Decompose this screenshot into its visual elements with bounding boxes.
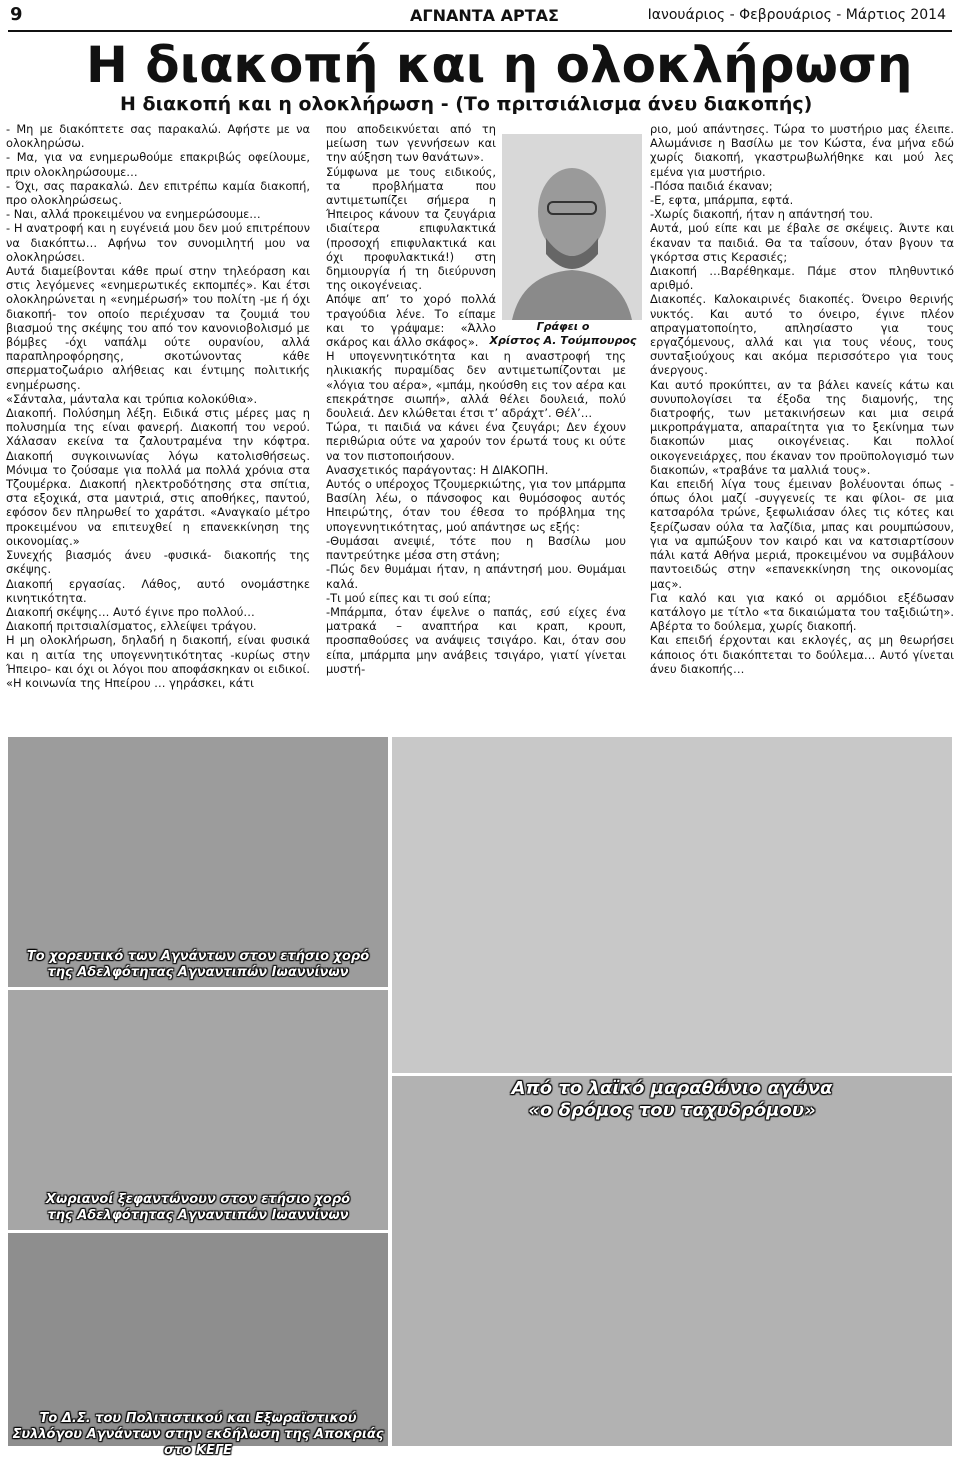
paragraph: Διακοπή. Πολύσημη λέξη. Ειδικά στις μέρες μας η πολυσημία της είναι φανερή. Διακοπή του νερού. Χάλασαν εκείνα τα ζαλουτραμένα την κόφτρα. Διακοπή συγκοινωνίας λόγω κατολισθήσεως. Μόνιμα το ζούσαμε για πολλά μα πολλά χρόνια στα Τζουμέρκα. Διακοπή ηλεκτροδότησης στα σπίτια, στα εξοχικά, στα μαντριά, στις αποθήκες, παντού, εφόσον δεν πληρωθεί το χαράτσι. «Αναγκαίο μέτρο προκειμένου να επιτευχθεί η επανεκκίνηση της οικονομίας.» [6, 406, 310, 548]
paragraph: -Πώς δεν θυμάμαι ήταν, η απάντησή μου. Θυμάμαι καλά. [326, 562, 626, 591]
photo-marathon [392, 1076, 952, 1446]
paragraph: - Η ανατροφή και η ευγένειά μου δεν μού επιτρέπουν να διακόπτω… Αφήνω τον συνομιλητή μου να ολοκληρώσει. [6, 221, 310, 264]
paragraph: -Πόσα παιδιά έκαναν; [650, 178, 773, 193]
caption-line: Το χορευτικό των Αγνάντων στον ετήσιο χορό [26, 949, 370, 964]
paragraph: - Μα, για να ενημερωθούμε επακριβώς οφείλουμε, πριν ολοκληρώσουμε… [6, 150, 310, 179]
photo-caption [392, 1078, 952, 1122]
page-header [0, 0, 960, 30]
page-number: 9 [10, 4, 23, 25]
paragraph: που αποδεικνύεται από τη μείωση των γεννήσεων και την αύξηση των θανάτων». [326, 122, 496, 165]
portrait-illustration [502, 134, 642, 320]
paragraph: Διακοπές. Καλοκαιρινές διακοπές. Όνειρο θερινής νυκτός. Και αυτό το όνειρο, έγινε πλέον απραγματοποίητο, απλησίαστο για τους εργαζόμενους, αλλά και για τους νέους, τους συνταξιούχους και ακόμα περισσότερο για τους άνεργους. [650, 292, 954, 378]
photo-caption [8, 1411, 388, 1459]
paragraph: Αυτός ο υπέροχος Τζουμερκιώτης, για τον μπάρμπα Βασίλη λέω, ο πάνσοφος και θυμόσοφος αυτός Ηπειρώτης, όταν του έθεσα το πρόβλημα της υπογεννητικότητας, μού απάντησε ως εξής: [326, 477, 626, 534]
paragraph: Και επειδή λίγα τους έμειναν βολέυονται όπως - όπως όλοι μαζί -συγγενείς τε και φίλοι- σε μια κατσαρόλα τρώνε, ξεφωλιάσαν όλες τις κότες και ξερίζωσαν ούλα τα λαζίδια, μπας και ρουμπώσουν, για να αμπώξουν τον καιρό και να κατσιαρτίσουν πάλι κατά Αθήνα μεριά, προκειμένου να συμβάλουν παντοειδώς στην «επανεκκίνηση της οικονομίας μας». [650, 477, 954, 591]
author-name: Χρίστος Α. Τούμπουρος [489, 334, 637, 347]
article-subtitle: Η διακοπή και η ολοκλήρωση - (Το πριτσιάλισμα άνευ διακοπής) [120, 93, 813, 115]
caption-line: της Αδελφότητας Αγναντιπών Ιωαννίνων [47, 965, 349, 980]
photo-caption [8, 949, 388, 981]
caption-line: Συλλόγου Αγνάντων στην εκδήλωση της Αποκριάς στο ΚΕΓΕ [12, 1427, 384, 1458]
paragraph: -Μπάρμπα, όταν έψελνε ο παπάς, εσύ είχες ένα ματρακά – αναπτήρα και κραπ, κρουπ, προσπαθούσες να ανάψεις τσιγάρο. Και, όταν σου είπα, μπάρμπα μην ανάβεις τσιγάρο, γιατί γίνεται μυστή- [326, 604, 626, 676]
paragraph: Διακοπή σκέψης… Αυτό έγινε προ πολλού… [6, 604, 255, 619]
newspaper-name: ΑΓΝΑΝΤΑ ΑΡΤΑΣ [410, 6, 559, 25]
caption-line: Από το λαϊκό μαραθώνιο αγώνα [511, 1078, 833, 1099]
photo-caption [8, 1192, 388, 1224]
author-byline [488, 320, 638, 348]
paragraph: «Σάνταλα, μάνταλα και τρύπια κολοκύθια». [6, 391, 258, 406]
issue-date: Ιανουάριος - Φεβρουάριος - Μάρτιος 2014 [647, 7, 946, 23]
header-rule [8, 30, 952, 32]
paragraph: - Όχι, σας παρακαλώ. Δεν επιτρέπω καμία διακοπή, προ ολοκληρώσεως. [6, 178, 310, 208]
paragraph: Απόψε απ’ το χορό πολλά τραγούδια λένε. Το είπαμε και το γράψαμε: «Άλλο σκάρος και άλλο σκάφος». [326, 292, 496, 350]
paragraph: Συνεχής βιασμός άνευ -φυσικά- διακοπής της σκέψης. [6, 548, 310, 577]
caption-line: «ο δρόμος του ταχυδρόμου» [528, 1100, 816, 1121]
paragraph: -Ε, εφτα, μπάρμπα, εφτά. [650, 193, 794, 208]
paragraph: Για καλό και για κακό οι αρμόδιοι εξέδωσαν κατάλογο με τίτλο «τα δικαιώματα του ταξιδιώτη». Αβέρτα το δούλεμα, χωρίς διακοπή. [650, 590, 954, 634]
paragraph: Διακοπή πριτσιαλίσματος, ελλείψει τράγου. [6, 619, 257, 634]
article-column-3 [650, 122, 954, 676]
paragraph: Διακοπή εργασίας. Λάθος, αυτό ονομάστηκε κινητικότητα. [6, 576, 310, 605]
byline-prefix: Γράφει ο [536, 320, 590, 333]
photo-villagers-dancing [8, 990, 388, 1230]
paragraph: ριο, μού απάντησες. Τώρα το μυστήριο μας έλειπε. Αλωμάνισε η Βασίλω με τον Κώστα, ένα μήνα εδώ χωρίς διακοπή, γκαστρωβωλήθηκε και μού λες εμένα για μυστήριο. [650, 122, 954, 179]
caption-line: της Αδελφότητας Αγναντιπών Ιωαννίνων [47, 1208, 349, 1223]
paragraph: -Τι μού είπες και τι σού είπα; [326, 590, 491, 605]
paragraph: Και αυτό προκύπτει, αν τα βάλει κανείς κάτω και συνυπολογίσει τα έξοδα της διαμονής, της διατροφής, των μετακινήσεων και μια σειρά μικροπράγματα, απαραίτητα για το ξεκίνημα των διακοπών μιας οικογένειας. Και πολλοί οικογενειάρχες, που έκαναν τον προϋπολογισμό των διακοπών, «τραβάνε τα μαλλιά τους». [650, 377, 954, 477]
photo-association-board [8, 1233, 388, 1458]
paragraph: Η υπογεννητικότητα και η αναστροφή της ηλικιακής πυραμίδας δεν αντιμετωπίζονται με «λόγια του αέρα», «μπάμ, ηκούσθη εις τον αέρα και επεκράτησε σιωπή», αλλά θέλει δουλειά, πολύ δουλειά. Δεν κλώθεται έτσι τ’ αδράχτ’. Θέλ’… [326, 349, 626, 421]
photo-dance-group [8, 737, 388, 987]
caption-line: Χωριανοί ξεφαντώνουν στον ετήσιο χορό [45, 1192, 351, 1207]
paragraph: Και επειδή έρχονται και εκλογές, ας μη θεωρήσει κάποιος ότι διακόπτεται το δούλεμα… Αυτό γίνεται άνευ διακοπής… [650, 633, 954, 676]
paragraph: - Μη με διακόπτετε σας παρακαλώ. Αφήστε με να ολοκληρώσω. [6, 122, 310, 151]
article-column-1 [6, 122, 310, 690]
article-title: Η διακοπή και η ολοκλήρωση [86, 36, 913, 94]
caption-line: Το Δ.Σ. του Πολιτιστικού και Εξωραϊστικού [39, 1411, 357, 1426]
paragraph: Η μη ολοκλήρωση, δηλαδή η διακοπή, είναι φυσικά και η αιτία της υπογεννητικότητας -κυρίως στην Ήπειρο- και όχι οι λόγοι που αποφάσκηκαν οι ειδικοί. «Η κοινωνία της Ηπείρου … γηράσκει, κάτι [6, 633, 310, 690]
paragraph: Διακοπή …Βαρέθηκαμε. Πάμε στον πληθυντικό αριθμό. [650, 264, 954, 293]
paragraph: Αυτά διαμείβονται κάθε πρωί στην τηλεόραση και στις λεγόμενες «ενημερωτικές εκπομπές». Και έτσι ολοκληρώνεται η «ενημέρωσή» του πολίτη -με ή όχι διακοπή- τον οποίο περιέχυσαν τα ζουμιά του βιασμού της σκέψης του από τον κανονιοβολισμό με βόμβες -όχι ναπάλμ ούτε ουρανίου, αλλά παραπληροφόρησης, σκοτώνοντας κάθε σπερματοζωάριο αλήθειας και έντιμης πολιτικής ενημέρωσης. [6, 264, 310, 392]
photo-carnival-dancers [392, 737, 952, 1073]
paragraph: -Θυμάσαι ανεψιέ, τότε που η Βασίλω μου παντρεύτηκε μέσα στη στάνη; [326, 533, 626, 563]
paragraph: Σύμφωνα με τους ειδικούς, τα προβλήματα που αντιμετωπίζει σήμερα η Ήπειρος κάνουν τα ζευγάρια ιδιαίτερα επιφυλακτικά (προσοχή επιφυλακτικά και όχι προφυλακτικά!) στη δημιουργία ή τη διεύρυνση της οικογένειας. [326, 164, 496, 293]
paragraph: Ανασχετικός παράγοντας: Η ΔΙΑΚΟΠΗ. [326, 462, 549, 477]
paragraph: - Ναι, αλλά προκειμένου να ενημερώσουμε… [6, 207, 261, 222]
paragraph: Τώρα, τι παιδιά να κάνει ένα ζευγάρι; Δεν έχουν περιθώρια ούτε να χαρούν τον έρωτά τους κι ούτε να τον πιστοποιήσουν. [326, 420, 626, 463]
paragraph: -Χωρίς διακοπή, ήταν η απάντησή του. [650, 207, 873, 222]
author-portrait [502, 134, 642, 320]
paragraph: Αυτά, μού είπε και με έβαλε σε σκέψεις. Άιντε και έκαναν τα παιδιά. Θα τα ταΐσουν, όταν βγουν τα γκόρτσα στις Κερασιές; [650, 221, 954, 264]
